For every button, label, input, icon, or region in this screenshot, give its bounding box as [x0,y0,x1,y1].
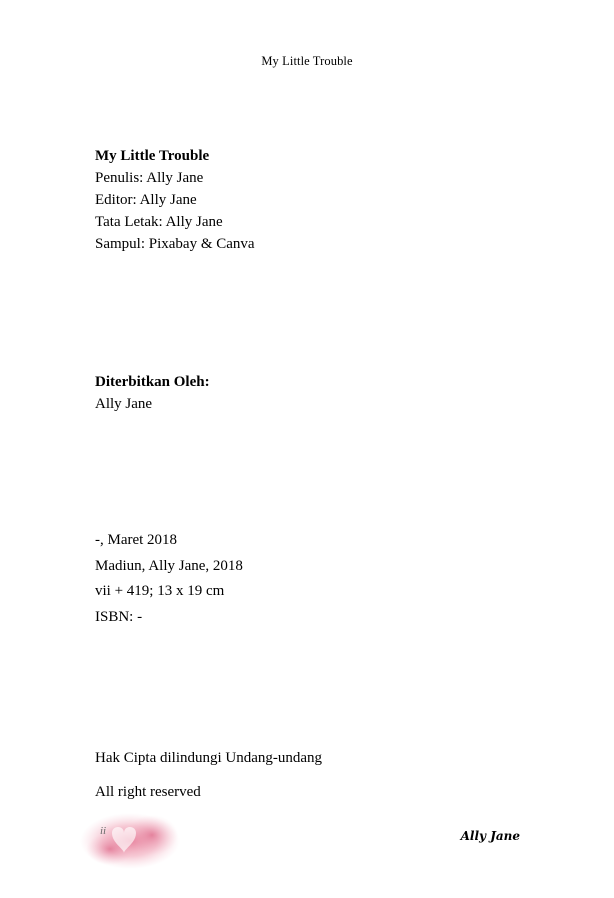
page-footer [0,805,614,875]
copyright-notice: Hak Cipta dilindungi Undang-undang [95,750,323,766]
publisher-block [95,371,210,415]
credit-cover: Sampul: Pixabay & Canva [95,236,255,252]
isbn: ISBN: - [95,608,143,625]
credits-block [95,145,255,255]
publisher-name: Ally Jane [95,396,153,412]
publication-date: -, Maret 2018 [95,532,178,548]
publication-info-block [95,528,243,630]
credit-layout: Tata Letak: Ally Jane [95,214,223,230]
credit-writer: Penulis: Ally Jane [95,170,204,186]
book-title: My Little Trouble [95,148,210,164]
publication-place: Madiun, Ally Jane, 2018 [95,557,243,574]
credit-editor: Editor: Ally Jane [95,192,197,208]
running-header: My Little Trouble [261,54,353,68]
footer-author: Ally Jane [460,829,520,843]
rights-reserved: All right reserved [95,784,201,800]
copyright-block [95,741,322,809]
publisher-heading: Diterbitkan Oleh: [95,374,210,390]
page-count-size: vii + 419; 13 x 19 cm [95,583,225,599]
pink-heart-watercolor-icon [72,811,180,869]
page-number: ii [100,825,107,837]
